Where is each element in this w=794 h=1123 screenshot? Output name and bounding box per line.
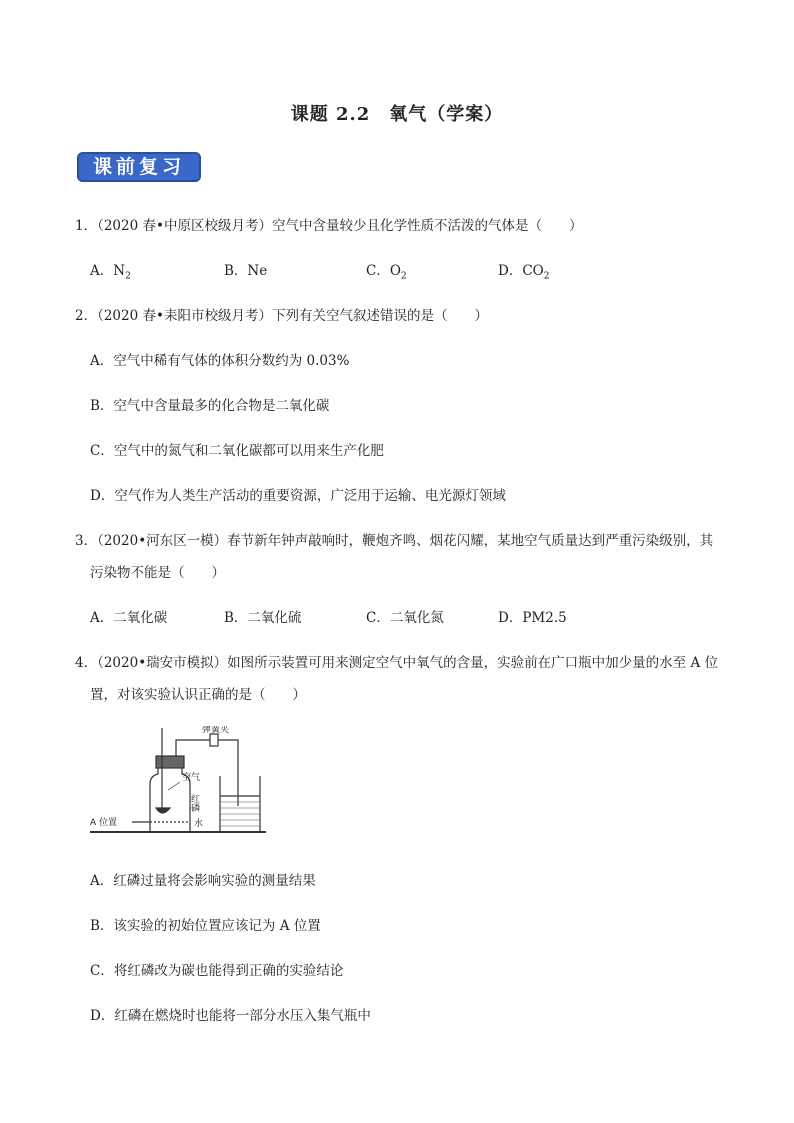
question-3-stem-line-2: 污染物不能是（ ） (90, 565, 225, 581)
question-4-option-c: C．将红磷改为碳也能得到正确的实验结论 (90, 963, 344, 979)
apparatus-figure (90, 726, 275, 836)
question-1-option-a: A．$N_2$ (90, 263, 131, 282)
question-1-option-d: D．$CO_2$ (498, 263, 550, 282)
question-2-stem: 2．（2020 春•耒阳市校级月考）下列有关空气叙述错误的是（ ） (75, 308, 488, 324)
beaker (220, 776, 260, 832)
question-3-stem-line-1: 3．（2020•河东区一模）春节新年钟声敲响时，鞭炮齐鸣、烟花闪耀，某地空气质量达到严重污染级别，其 (75, 533, 714, 549)
pointer-air (168, 782, 180, 790)
spring-clamp (210, 734, 218, 746)
label-air: 空气 (182, 773, 201, 783)
label-phosphorus: 红磷 (189, 794, 199, 812)
question-4-stem-line-2: 置，对该实验认识正确的是（ ） (90, 687, 306, 703)
question-4-option-d: D．红磷在燃烧时也能将一部分水压入集气瓶中 (90, 1008, 371, 1024)
question-3-option-b: B．二氧化硫 (224, 610, 302, 626)
question-3-option-c: C．二氧化氮 (366, 610, 444, 626)
question-4-option-a: A．红磷过量将会影响实验的测量结果 (90, 873, 316, 889)
question-3-option-d: D．PM2.5 (498, 610, 567, 626)
label-clamp: 弹簧夹 (202, 726, 230, 735)
section-badge: 课前复习 (77, 152, 201, 182)
question-1-option-b: B．Ne (224, 263, 268, 279)
question-1-stem: 1．（2020 春•中原区校级月考）空气中含量较少且化学性质不活泼的气体是（ ） (75, 218, 583, 234)
beaker-water (220, 802, 260, 826)
page-title: 课题 2.2 氧气（学案） (290, 104, 504, 125)
label-water: 水 (194, 819, 204, 829)
question-2-option-b: B．空气中含量最多的化合物是二氧化碳 (90, 398, 330, 414)
stopper (156, 756, 184, 768)
spoon (156, 808, 170, 813)
question-4-option-b: B．该实验的初始位置应该记为 A 位置 (90, 918, 321, 934)
question-4-stem-line-1: 4．（2020•瑞安市模拟）如图所示装置可用来测定空气中氧气的含量，实验前在广口瓶中加少量的水至 A 位 (75, 655, 718, 671)
question-2-option-d: D．空气作为人类生产活动的重要资源，广泛用于运输、电光源灯领域 (90, 488, 506, 504)
question-3-option-a: A．二氧化碳 (90, 610, 168, 626)
question-2-option-a: A．空气中稀有气体的体积分数约为 0.03% (90, 353, 350, 369)
label-position-a: A 位置 (90, 818, 118, 828)
question-2-option-c: C．空气中的氮气和二氧化碳都可以用来生产化肥 (90, 443, 384, 459)
question-1-option-c: C．$O_2$ (366, 263, 407, 282)
